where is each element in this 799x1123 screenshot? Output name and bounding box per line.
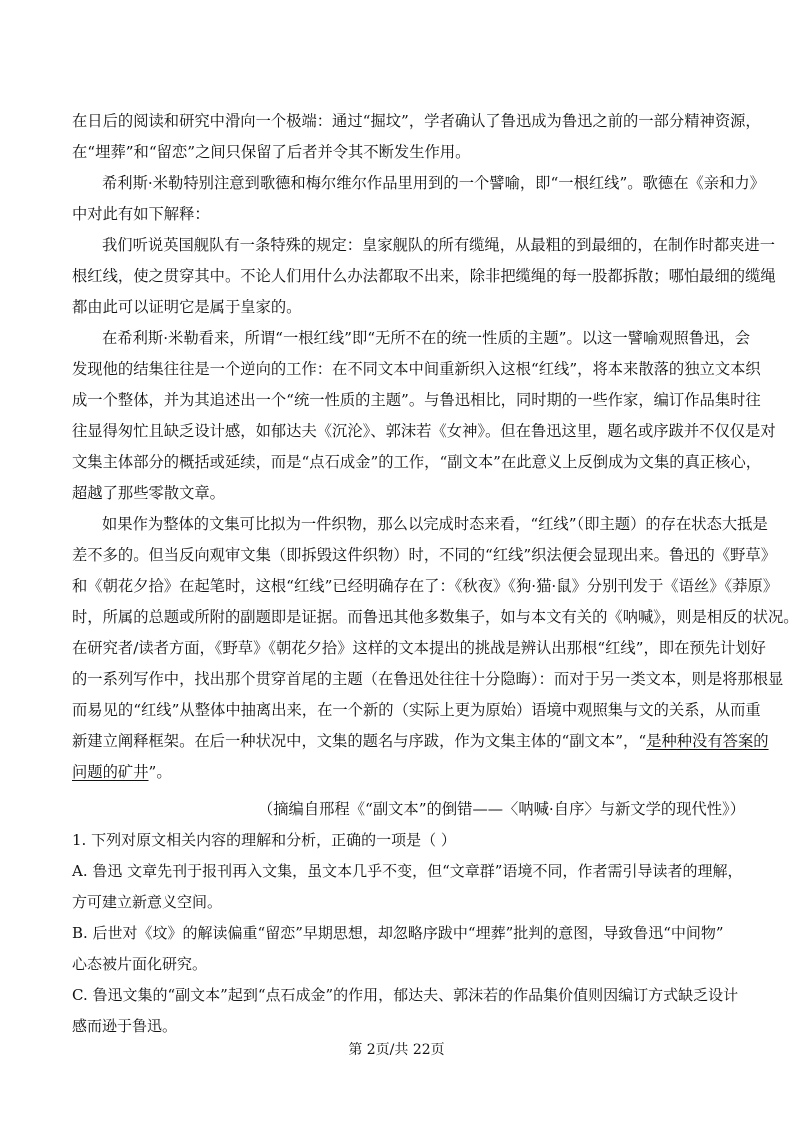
text-line: 在日后的阅读和研究中滑向一个极端：通过“掘坟”，学者确认了鲁迅成为鲁迅之前的一部分精神资源， — [72, 112, 761, 130]
question-1 — [72, 825, 743, 1042]
text-line: 在研究者/读者方面，《野草》《朝花夕拾》这样的文本提出的挑战是辨认出那根“红线”，即在预先计划好 — [72, 639, 766, 657]
passage-body — [72, 106, 799, 788]
option-a-cont: 方可建立新意义空间。 — [72, 893, 223, 911]
text-segment: 新建立阐释框架。在后一种状况中，文集的题名与序跋，作为文集主体的“副文本”，“ — [72, 732, 647, 750]
option-b: B. 后世对《坟》的解读偏重“留恋”早期思想，却忽略序跋中“埋葬”批判的意图，导致鲁迅“中间物” — [72, 924, 724, 942]
text-line: 成一个整体，并为其追述出一个“统一性质的主题”。与鲁迅相比，同时期的一些作家，编订作品集时往 — [72, 391, 761, 409]
text-line: 超越了那些零散文章。 — [72, 484, 225, 502]
text-line: 如果作为整体的文集可比拟为一件织物，那么以完成时态来看，“红线”（即主题）的存在状态大抵是 — [102, 515, 768, 533]
text-line: 差不多的。但当反向观审文集（即拆毁这件织物）时，不同的“红线”织法便会显现出来。鲁迅的《野草》 — [72, 546, 777, 564]
question-stem: 1. 下列对原文相关内容的理解和分析，正确的一项是（ ） — [72, 831, 456, 849]
text-line — [72, 757, 722, 788]
underlined-quote: 是种种没有答案的 — [646, 732, 769, 750]
source-citation — [0, 794, 793, 825]
text-line: 中对此有如下解释： — [72, 205, 210, 223]
text-line: 发现他的结集往往是一个逆向的工作：在不同文本中间重新织入这根“红线”，将本来散落的独立文本织 — [72, 360, 761, 378]
text-line: 都由此可以证明它是属于皇家的。 — [72, 298, 302, 316]
text-line: 时，所属的总题或所附的副题即是证据。而鲁迅其他多数集子，如与本文有关的《呐喊》，则是相反的状况。 — [72, 608, 799, 626]
text-line: 的一系列写作中，找出那个贯穿首尾的主题（在鲁迅处往往十分隐晦）：而对于另一类文本，则是将那根显 — [72, 670, 784, 688]
text-line: 在“埋葬”和“留恋”之间只保留了后者并令其不断发生作用。 — [72, 143, 471, 161]
text-line: 我们听说英国舰队有一条特殊的规定：皇家舰队的所有缆绳，从最粗的到最细的，在制作时都夹进一 — [102, 236, 776, 254]
text-line: 在希利斯·米勒看来，所谓“一根红线”即“无所不在的统一性质的主题”。以这一譬喻观照鲁迅，会 — [102, 329, 751, 347]
text-line: 根红线，使之贯穿其中。不论人们用什么办法都取不出来，除非把缆绳的每一股都拆散；哪怕最细的缆绳 — [72, 267, 776, 285]
text-line: 希利斯·米勒特别注意到歌德和梅尔维尔作品里用到的一个譬喻，即“一根红线”。歌德在《亲和力》 — [102, 174, 765, 192]
text-line — [72, 726, 769, 757]
underlined-quote: 问题的矿井 — [72, 763, 149, 781]
text-line: 和《朝花夕拾》在起笔时，这根“红线”已经明确存在了：《秋夜》《狗·猫·鼠》分别刊发于《语丝》《莽原》 — [72, 577, 779, 595]
citation-text: （摘编自邢程《“副文本”的倒错——〈呐喊·自序〉与新文学的现代性》） — [257, 800, 745, 818]
text-line: 而易见的“红线”从整体中抽离出来，在一个新的（实际上更为原始）语境中观照集与文的关系，从而重 — [72, 701, 761, 719]
text-segment: ”。 — [148, 763, 172, 781]
option-b-cont: 心态被片面化研究。 — [72, 955, 208, 973]
option-c: C. 鲁迅文集的“副文本”起到“点石成金”的作用，郁达夫、郭沫若的作品集价值则因编订方式缺乏设计 — [72, 986, 739, 1004]
option-a: A. 鲁迅 文章先刊于报刊再入文集，虽文本几乎不变，但“文章群”语境不同，作者需引导读者的理解， — [72, 862, 743, 880]
text-line: 往显得匆忙且缺乏设计感，如郁达夫《沉沦》、郭沫若《女神》。但在鲁迅这里，题名或序跋并不仅仅是对 — [72, 422, 776, 440]
text-line: 文集主体部分的概括或延续，而是“点石成金”的工作，“副文本”在此意义上反倒成为文集的真正核心， — [72, 453, 762, 471]
option-c-cont: 感而逊于鲁迅。 — [72, 1017, 178, 1035]
page-footer: 第 2页/共 22页 — [348, 1042, 445, 1058]
